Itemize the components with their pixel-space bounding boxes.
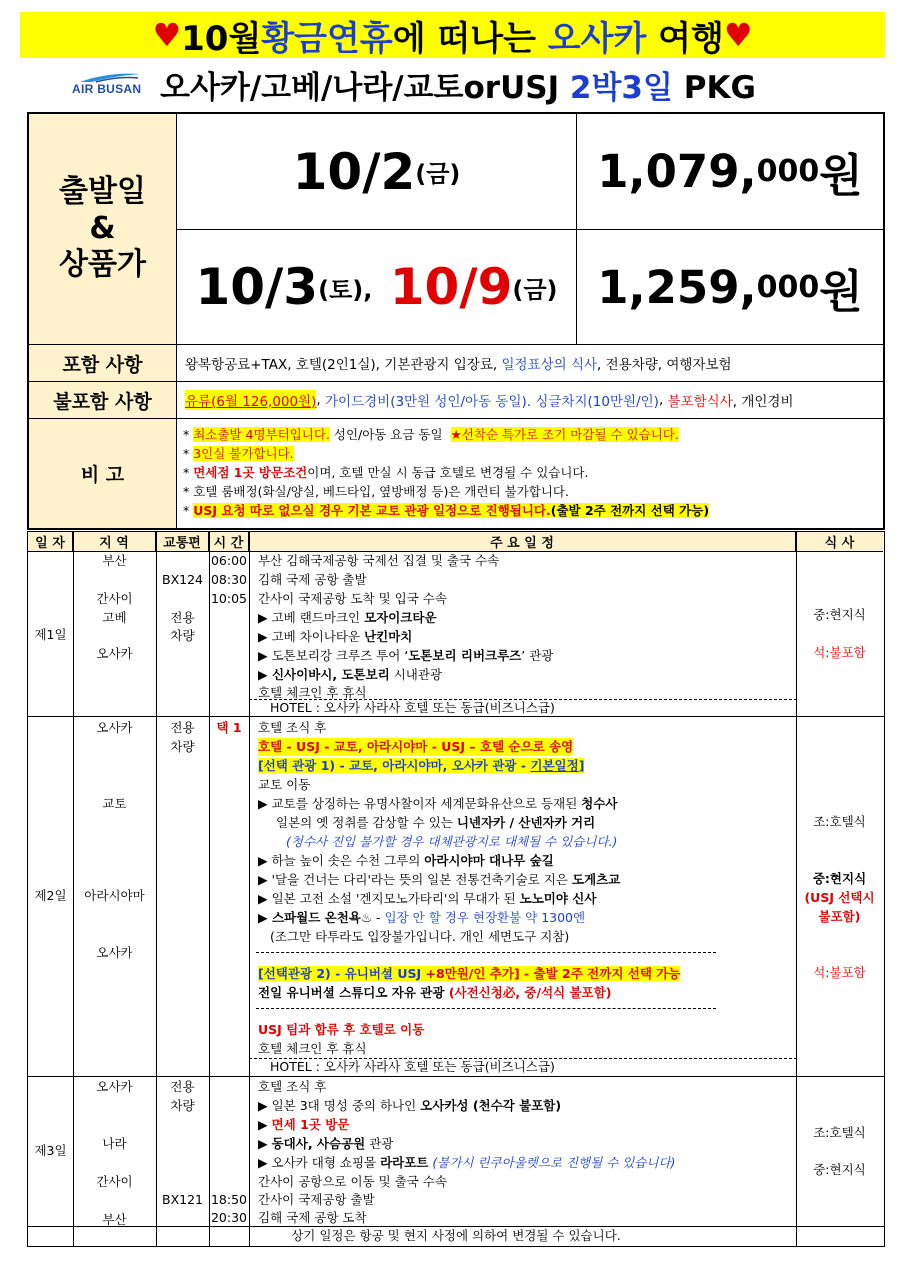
col-header-transport: 교통편 (156, 532, 209, 552)
row-divider (28, 1076, 884, 1077)
bullet: * (183, 427, 194, 442)
title-highlight: 오사카 (547, 18, 647, 59)
region: 오사카 (96, 646, 133, 661)
region: 교토 (102, 796, 127, 811)
transport: 차량 (170, 1098, 195, 1113)
schedule-line (258, 984, 612, 1002)
schedule-line: (조그만 타투라도 입장불가입니다. 개인 세면도구 지참) (270, 929, 570, 944)
region: 나라 (102, 1136, 127, 1151)
region: 오사카 (96, 945, 133, 960)
excludes-label: 불포함 사항 (29, 381, 177, 418)
notes-label: 비 고 (29, 418, 177, 528)
schedule-line (258, 909, 585, 927)
schedule-line (258, 1097, 561, 1115)
schedule-line (258, 965, 680, 983)
separator: , (658, 392, 668, 408)
schedule-line (258, 795, 618, 813)
includes-label: 포함 사항 (29, 344, 177, 381)
text: ’ 관광 (521, 648, 554, 663)
schedule-line: 호텔 체크인 후 휴식 (258, 685, 367, 700)
attraction: 도톤보리 리버크루즈 (408, 648, 522, 663)
meal: 조:호텔식 (813, 814, 866, 829)
option-2: [선택관광 2) - 유니버셜 USJ (258, 966, 426, 981)
attraction: 노노미야 신사 (519, 891, 597, 906)
flight-number: BX124 (162, 572, 203, 587)
attraction: ▶ 스파월드 온천욕 (258, 910, 361, 925)
region: 간사이 (96, 1174, 133, 1189)
notes-content (177, 418, 883, 528)
schedule-line: USJ 팀과 합류 후 호텔로 이동 (258, 1022, 425, 1037)
label-line: & (89, 210, 116, 246)
region: 간사이 (96, 591, 133, 606)
excludes-content (177, 381, 883, 418)
option-1: ] (578, 758, 585, 773)
departure-label (29, 114, 177, 344)
label-line: 상품가 (59, 247, 146, 283)
text: ▶ (258, 1136, 272, 1151)
airline-logo (72, 70, 152, 100)
day-label: 제2일 (34, 888, 67, 903)
row-divider (249, 699, 797, 700)
date-value: 10/2 (292, 142, 416, 201)
note-text: 성인/아동 요금 동일 (329, 427, 451, 442)
schedule-line (258, 890, 596, 908)
time: 08:30 (210, 572, 248, 587)
region: 오사카 (96, 1079, 133, 1094)
price-1 (577, 114, 883, 230)
hot-spring-icon: ♨ (360, 910, 373, 925)
transport: 차량 (170, 739, 195, 754)
text: 관광 (365, 1136, 394, 1151)
text: ▶ 교토를 상징하는 유명사찰이자 세계문화유산으로 등재된 (258, 796, 582, 811)
note-line (183, 444, 883, 463)
note-min-depart: 최소출발 4명부터입니다. (193, 427, 330, 442)
price-main: 1,259, (597, 260, 757, 314)
label-line: 출발일 (59, 174, 146, 210)
text: ▶ (258, 1117, 272, 1132)
col-header-schedule: 주 요 일 정 (249, 532, 796, 552)
price-unit: 원 (819, 264, 863, 318)
product-info-box (27, 112, 885, 530)
schedule-line (258, 871, 620, 889)
schedule-line (258, 628, 412, 646)
time: 18:50 (210, 1192, 248, 1207)
schedule-line: 간사이 국제공항 출발 (258, 1192, 375, 1207)
attraction: 동대사, 사슴공원 (271, 1136, 366, 1151)
attraction: 청수사 (581, 796, 618, 811)
region: 오사카 (96, 720, 133, 735)
title-highlight: 황금연휴 (261, 18, 393, 59)
col-header-time: 시 간 (209, 532, 249, 552)
usj-note: (사전신청必, 중/석식 불포함) (448, 985, 612, 1000)
note-triple: 3인실 불가합니다. (193, 446, 294, 461)
attraction: 오사카성 (천수각 불포함) (420, 1098, 562, 1113)
dashed-divider (256, 1008, 716, 1009)
schedule-line: 간사이 공항으로 이동 및 출국 수속 (258, 1174, 447, 1189)
text: ▶ 일본 고전 소설 '겐지모노가타리'의 무대가 된 (258, 891, 520, 906)
includes-text: 왕복항공료+TAX, 호텔(2인1실), 기본관광지 입장료, (185, 357, 502, 373)
meal: 중:현지식 (812, 871, 867, 886)
title-banner (20, 12, 885, 58)
schedule-line: 호텔 - USJ - 교토, 아라시야마 - USJ – 호텔 순으로 송영 (258, 739, 574, 754)
option-2-price: +8만원/인 추가 (425, 966, 514, 981)
time: 10:05 (210, 591, 248, 606)
heart-icon: ♥ (152, 16, 182, 54)
date-day: (금) (415, 160, 461, 188)
flight-number: BX121 (162, 1192, 203, 1207)
meal: 중:현지식 (813, 1162, 866, 1177)
fuel-surcharge: 유류(6월 126,000원) (185, 390, 316, 410)
schedule-line (258, 647, 553, 665)
attraction: 난킨마치 (364, 629, 413, 644)
footer-note: 상기 일정은 항공 및 현지 사정에 의하여 변경될 수 있습니다. (291, 1228, 621, 1243)
airline-name: AIR BUSAN (72, 82, 142, 96)
text: ▶ 고베 차이나타운 (258, 629, 365, 644)
attraction: 도게츠교 (571, 872, 621, 887)
departure-date-2 (177, 230, 577, 344)
includes-text: , 전용차량, 여행자보험 (597, 357, 732, 373)
meal: (USJ 선택시 (804, 890, 875, 905)
text: 일본의 옛 정취를 감상할 수 있는 (276, 815, 457, 830)
attraction: 모자이크타운 (364, 610, 437, 625)
col-header-region: 지 역 (73, 532, 156, 552)
meal: 조:호텔식 (813, 1125, 866, 1140)
region: 부산 (102, 1212, 127, 1227)
schedule-note: (청수사 진입 불가할 경우 대체관광지로 대체될 수 있습니다.) (286, 834, 618, 849)
schedule-line: 교토 이동 (258, 777, 311, 792)
text: ▶ 고베 랜드마크인 (258, 610, 365, 625)
subtitle-part: PKG (672, 70, 756, 106)
title-part: 여행 (646, 18, 724, 59)
personal-expense: , 개인경비 (732, 394, 794, 410)
transport: 차량 (170, 628, 195, 643)
attraction: 라라포트 (380, 1155, 429, 1170)
schedule-line (258, 1116, 349, 1134)
note-line (183, 463, 883, 482)
note-line (183, 501, 883, 520)
schedule-line (258, 852, 554, 870)
date-day: (금) (512, 275, 558, 304)
schedule-line (276, 814, 595, 832)
price-main: 1,079, (597, 145, 757, 198)
transport: 전용 (170, 720, 195, 735)
option-1-default: 기본일정 (530, 758, 579, 773)
schedule-line: 부산 김해국제공항 국제선 집결 및 출국 수속 (258, 553, 500, 568)
text: ▶ 일본 3대 명성 중의 하나인 (258, 1098, 421, 1113)
schedule-line: 호텔 체크인 후 휴식 (258, 1041, 367, 1056)
title-part: 에 떠나는 (392, 18, 548, 59)
col-divider (209, 532, 210, 1246)
text: ▶ 오사카 대형 쇼핑몰 (258, 1155, 381, 1170)
day-label: 제1일 (34, 627, 67, 642)
price-small: 000 (756, 154, 820, 189)
region: 고베 (102, 610, 127, 625)
schedule-line (258, 1135, 393, 1153)
note-line (183, 425, 883, 444)
option-2-deadline: ] - 출발 2주 전까지 선택 가능 (513, 966, 681, 981)
text: ▶ 도톤보리강 크루즈 투어 ‘ (258, 648, 409, 663)
schedule-line (258, 666, 442, 684)
subtitle-part: 오사카/고베/나라/교토orUSJ (160, 70, 570, 106)
schedule-line (258, 757, 584, 775)
text: - (372, 910, 385, 925)
note-usj: USJ 요청 따로 없으실 경우 기본 교토 관광 일정으로 진행됩니다. (193, 503, 551, 518)
date-day: (토), (318, 275, 373, 304)
text: 전일 유니버셜 스튜디오 자유 관광 (258, 985, 449, 1000)
time: 06:00 (210, 553, 248, 568)
schedule-line (258, 609, 437, 627)
col-header-meal: 식 사 (796, 532, 883, 552)
transport: 전용 (170, 610, 195, 625)
price-small: 000 (756, 269, 820, 305)
price-2 (577, 230, 883, 344)
schedule-line (258, 1154, 675, 1172)
dutyfree-visit: 면세 1곳 방문 (271, 1117, 350, 1132)
day-label: 제3일 (34, 1143, 67, 1158)
col-divider (249, 532, 250, 1246)
price-unit: 원 (819, 149, 863, 202)
meal: 석:불포함 (813, 645, 866, 660)
meal: 중:현지식 (813, 607, 866, 622)
dashed-divider (256, 952, 716, 953)
single-charge: . 싱글차지(10만원/인) (526, 394, 659, 410)
title-part: 10월 (181, 18, 262, 59)
date-value: 10/3 (195, 258, 319, 316)
heart-icon: ♥ (723, 16, 753, 54)
schedule-line: 호텔 조식 후 (258, 1079, 327, 1094)
schedule-line: 김해 국제 공항 출발 (258, 572, 367, 587)
note-dutyfree: 면세점 1곳 방문조건 (193, 465, 308, 480)
bullet: * (183, 465, 194, 480)
note-early-close: ★선착순 특가로 조기 마감될 수 있습니다. (450, 427, 679, 442)
bullet: * (183, 446, 194, 461)
includes-meals: 일정표상의 식사 (501, 357, 598, 373)
attraction: 아라시야마 대나무 숲길 (424, 853, 554, 868)
note-usj-deadline: (출발 2주 전까지 선택 가능) (550, 503, 710, 518)
attraction: ▶ 신사이바시, 도톤보리 (258, 667, 390, 682)
meal: 석:불포함 (813, 965, 866, 980)
option-select: 택 1 (216, 720, 242, 735)
bullet: * (183, 503, 194, 518)
schedule-line: 간사이 국제공항 도착 및 입국 수속 (258, 591, 447, 606)
excluded-meals: 불포함식사 (667, 394, 733, 410)
guide-fee: 가이드경비(3만원 성인/아동 동일) (325, 394, 527, 410)
departure-date-1 (177, 114, 577, 230)
meal: 불포함) (818, 909, 861, 924)
hotel-line: HOTEL : 오사카 사라사 호텔 또는 동급(비즈니스급) (270, 700, 555, 715)
hotel-line: HOTEL : 오사카 사라사 호텔 또는 동급(비즈니스급) (270, 1059, 555, 1074)
separator: , (316, 392, 325, 408)
text: ▶ '달을 건너는 다리'라는 뜻의 일본 전통건축기술로 지은 (258, 872, 572, 887)
attraction: 니넨자카 / 산넨자카 거리 (456, 815, 596, 830)
note-line: * 호텔 룸배정(화실/양실, 베드타입, 옆방배정 등)은 개런티 불가합니다. (183, 484, 569, 499)
region: 아라시야마 (84, 888, 145, 903)
subtitle-duration: 2박3일 (569, 70, 673, 106)
schedule-note: (불가시 린쿠아울렛으로 진행될 수 있습니다) (428, 1155, 676, 1170)
option-1: [선택 관광 1) - 교토, 아라시야마, 오사카 관광 - (258, 758, 531, 773)
refund-note: 입장 안 할 경우 현장환불 약 1300엔 (384, 910, 586, 925)
schedule-line: 호텔 조식 후 (258, 720, 327, 735)
text: 시내관광 (389, 667, 443, 682)
subtitle (160, 62, 756, 107)
note-text: 이며, 호텔 만실 시 동급 호텔로 변경될 수 있습니다. (307, 465, 589, 480)
region: 부산 (102, 553, 127, 568)
date-value-red: 10/9 (389, 258, 513, 316)
schedule-line: 김해 국제 공항 도착 (258, 1210, 367, 1225)
time: 20:30 (210, 1210, 248, 1225)
includes-content (177, 344, 883, 381)
col-header-day: 일 자 (28, 532, 73, 552)
itinerary-table (27, 531, 885, 1247)
transport: 전용 (170, 1079, 195, 1094)
text: ▶ 하늘 높이 솟은 수천 그루의 (258, 853, 425, 868)
